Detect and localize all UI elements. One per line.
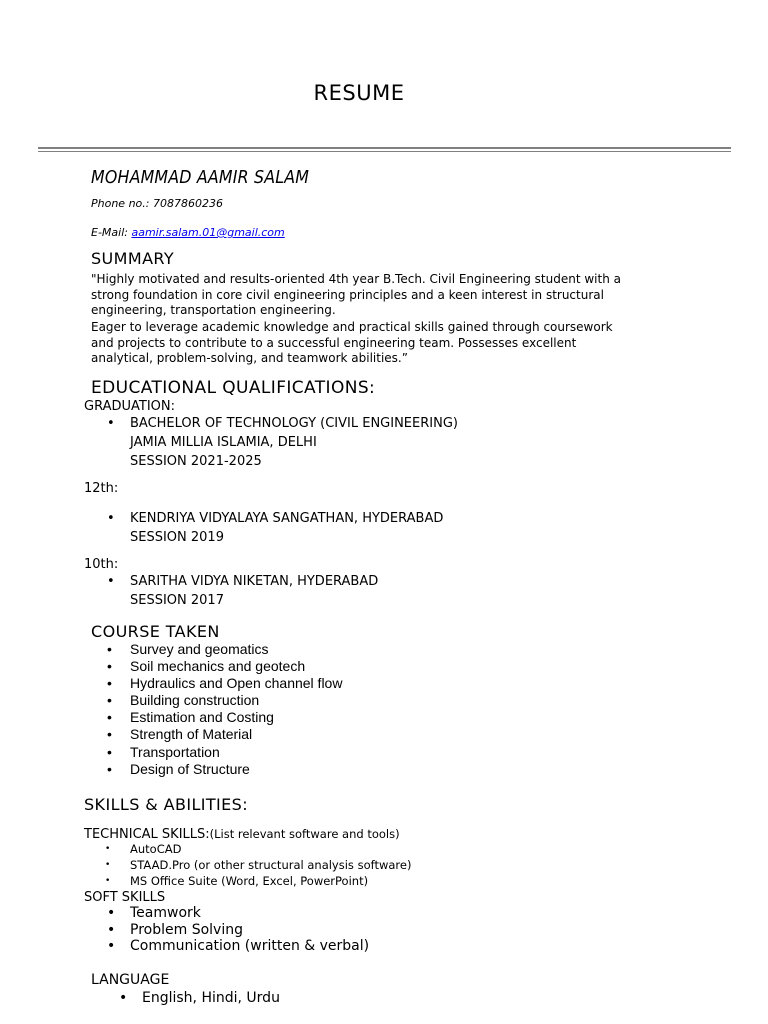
courses-heading: COURSE TAKEN <box>91 622 220 641</box>
language-list <box>142 990 280 1007</box>
language-heading: LANGUAGE <box>91 972 170 988</box>
phone-label: Phone no.: <box>91 197 153 210</box>
summary-paragraph-1: "Highly motivated and results-oriented 4th year B.Tech. Civil Engineering student with a strong foundation in core civil engineering principles and a keen interest in structural engineering, transportation engineering. <box>91 272 621 317</box>
list-item: • Estimation and Costing <box>130 709 342 726</box>
list-item: • Design of Structure <box>130 761 342 778</box>
list-item: • Building construction <box>130 692 342 709</box>
graduation-list <box>130 414 458 471</box>
list-item: SESSION 2019 <box>130 530 224 545</box>
list-item: • KENDRIYA VIDYALAYA SANGATHAN, HYDERABAD <box>130 509 443 528</box>
list-item: SESSION 2021-2025 <box>130 454 262 469</box>
summary-paragraph-2: Eager to leverage academic knowledge and practical skills gained through coursework and projects to contribute to a successful engineering team. Possesses excellent analytical, problem-solving, and teamwork abilities.” <box>91 320 613 365</box>
list-item: • Hydraulics and Open channel flow <box>130 675 342 692</box>
email-label: E-Mail: <box>91 226 132 239</box>
candidate-name: MOHAMMAD AAMIR SALAM <box>91 167 310 188</box>
header-divider-thin <box>38 151 731 152</box>
technical-skills-note: (List relevant software and tools) <box>209 827 400 841</box>
list-item: • Teamwork <box>130 905 369 922</box>
phone-line <box>91 197 223 210</box>
email-link[interactable]: aamir.salam.01@gmail.com <box>131 226 285 239</box>
skills-heading: SKILLS & ABILITIES: <box>84 795 249 814</box>
graduation-label: GRADUATION: <box>84 399 175 414</box>
technical-skills-list <box>130 841 411 890</box>
list-item: • SARITHA VIDYA NIKETAN, HYDERABAD <box>130 572 378 591</box>
list-item: JAMIA MILLIA ISLAMIA, DELHI <box>130 435 317 450</box>
courses-list <box>130 641 342 778</box>
document-title: RESUME <box>313 81 405 105</box>
education-heading: EDUCATIONAL QUALIFICATIONS: <box>91 378 376 398</box>
list-item: • AutoCAD <box>130 841 411 857</box>
technical-skills-line <box>84 823 400 842</box>
soft-skills-list <box>130 905 369 955</box>
list-item: • Soil mechanics and geotech <box>130 658 342 675</box>
twelfth-list <box>130 509 443 547</box>
tenth-label: 10th: <box>84 557 119 572</box>
summary-heading: SUMMARY <box>91 249 175 268</box>
header-divider <box>38 147 731 149</box>
twelfth-label: 12th: <box>84 481 119 496</box>
list-item: • STAAD.Pro (or other structural analysis software) <box>130 857 411 873</box>
tenth-list <box>130 572 378 610</box>
list-item: • Survey and geomatics <box>130 641 342 658</box>
soft-skills-label: SOFT SKILLS <box>84 890 166 905</box>
list-item: • BACHELOR OF TECHNOLOGY (CIVIL ENGINEERING) <box>130 414 458 433</box>
list-item: SESSION 2017 <box>130 593 224 608</box>
list-item: • Communication (written & verbal) <box>130 938 369 955</box>
technical-skills-label: TECHNICAL SKILLS: <box>84 827 210 842</box>
phone-number: 7087860236 <box>152 197 223 210</box>
list-item: • MS Office Suite (Word, Excel, PowerPoint) <box>130 873 411 889</box>
list-item: • English, Hindi, Urdu <box>142 990 280 1007</box>
email-line <box>91 226 285 239</box>
list-item: • Problem Solving <box>130 922 369 939</box>
list-item: • Transportation <box>130 744 342 761</box>
list-item: • Strength of Material <box>130 726 342 743</box>
